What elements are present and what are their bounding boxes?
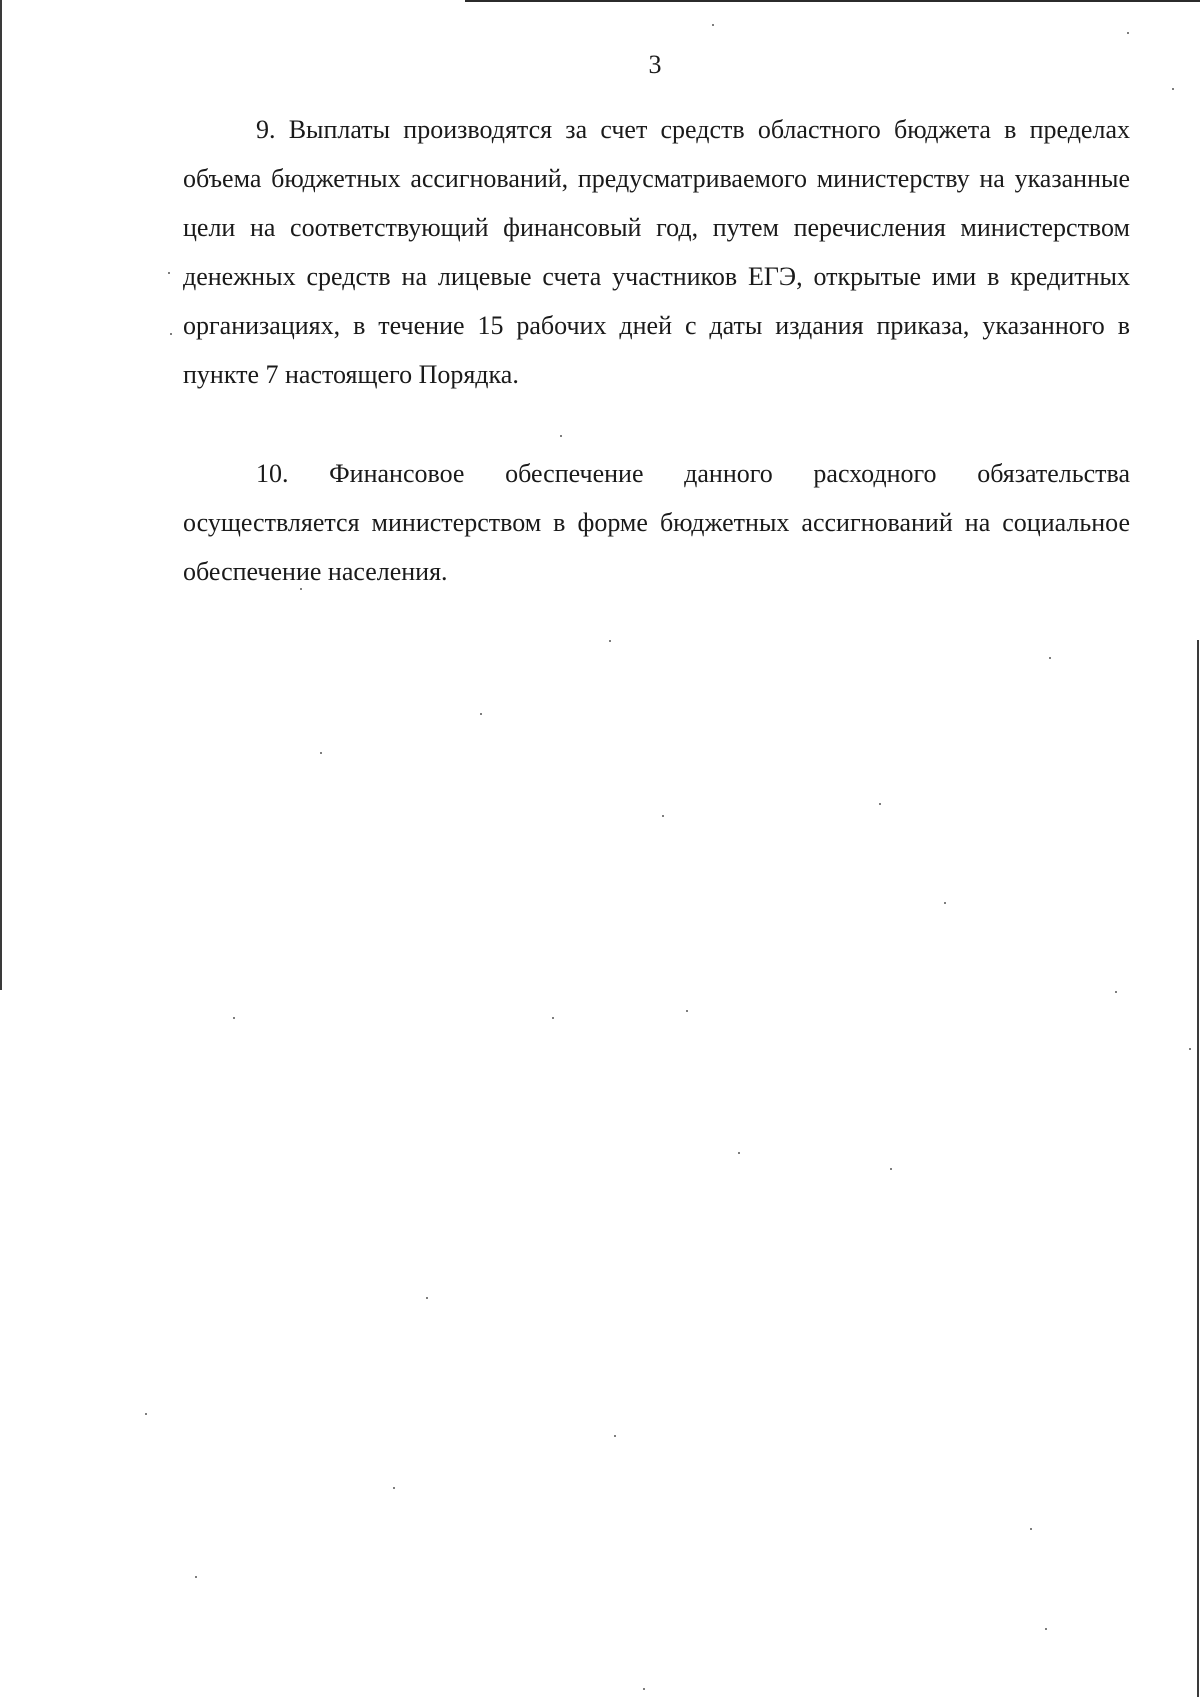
scan-speck [1045,1628,1047,1630]
scan-speck [426,1297,428,1299]
scan-speck [233,1017,235,1019]
scan-edge-top [465,0,1200,2]
scan-speck [1030,1528,1032,1530]
scan-speck [1172,88,1174,90]
scan-speck [393,1487,395,1489]
scan-speck [1115,991,1117,993]
scan-edge-left [0,0,2,990]
scan-speck [560,435,562,437]
scan-speck [480,713,482,715]
scan-speck [944,902,946,904]
scan-speck [686,1010,688,1012]
scan-speck [195,1576,197,1578]
scan-speck [1049,657,1051,659]
scan-speck [712,24,714,26]
scan-edge-right [1197,640,1199,1697]
paragraph-9: 9. Выплаты производятся за счет средств областного бюджета в пределах объема бюджетных ассигнований, предусматриваемого министерству на указанные цели на соответствующий финансовый год, путем перечисления министерством денежных средств на лицевые счета участников ЕГЭ, открытые ими в кредитных организациях, в течение 15 рабочих дней с даты издания приказа, указанного в пункте 7 настоящего Порядка. [183,115,1130,389]
scan-speck [168,272,170,274]
scan-speck [643,1688,645,1690]
scan-speck [879,803,881,805]
page-number: 3 [648,50,662,79]
scan-speck [300,588,302,590]
scan-speck [662,815,664,817]
scan-speck [320,752,322,754]
scan-speck [614,1435,616,1437]
scan-speck [552,1017,554,1019]
scan-speck [145,1413,147,1415]
scan-speck [1127,32,1129,34]
scan-speck [170,333,172,335]
scan-speck [738,1152,740,1154]
scan-speck [609,640,611,642]
paragraph-10: 10. Финансовое обеспечение данного расходного обязательства осуществляется министерством в форме бюджетных ассигнований на социальное обеспечение населения. [183,459,1130,586]
scan-speck [890,1168,892,1170]
scan-speck [1189,1048,1191,1050]
